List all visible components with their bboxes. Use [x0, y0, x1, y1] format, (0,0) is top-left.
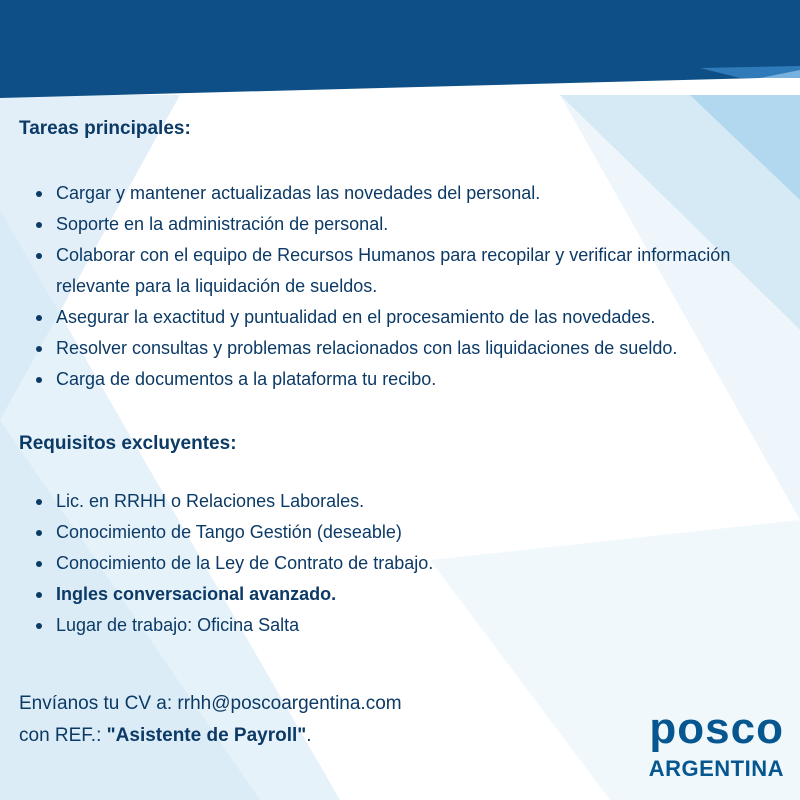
requirements-heading: Requisitos excluyentes: [19, 433, 237, 454]
reference-suffix: . [306, 725, 312, 746]
tasks-heading: Tareas principales: [19, 118, 191, 139]
reference-prefix: con REF.: [19, 725, 107, 746]
call-to-action [19, 688, 402, 752]
list-item: Lic. en RRHH o Relaciones Laborales. [34, 486, 784, 517]
tasks-list [34, 178, 784, 395]
posco-logo [604, 704, 784, 784]
list-item: Conocimiento de la Ley de Contrato de trabajo. [34, 548, 784, 579]
reference-value: "Asistente de Payroll" [106, 725, 307, 746]
list-item: Colaborar con el equipo de Recursos Humanos para recopilar y verificar información relevante para la liquidación de sueldos. [34, 240, 784, 302]
list-item: Lugar de trabajo: Oficina Salta [34, 610, 784, 641]
list-item: Conocimiento de Tango Gestión (deseable) [34, 517, 784, 548]
list-item: Cargar y mantener actualizadas las novedades del personal. [34, 178, 784, 209]
list-item: Asegurar la exactitud y puntualidad en el procesamiento de las novedades. [34, 302, 784, 333]
list-item: Carga de documentos a la plataforma tu recibo. [34, 364, 784, 395]
logo-wordmark: posco [649, 704, 784, 753]
cv-email-line: Envíanos tu CV a: rrhh@poscoargentina.com [19, 693, 402, 714]
list-item: Soporte en la administración de personal. [34, 209, 784, 240]
logo-subtitle: ARGENTINA [648, 756, 784, 781]
list-item: Ingles conversacional avanzado. [34, 579, 784, 610]
requirements-list [34, 486, 784, 641]
reference-line [19, 720, 402, 752]
list-item: Resolver consultas y problemas relacionados con las liquidaciones de sueldo. [34, 333, 784, 364]
